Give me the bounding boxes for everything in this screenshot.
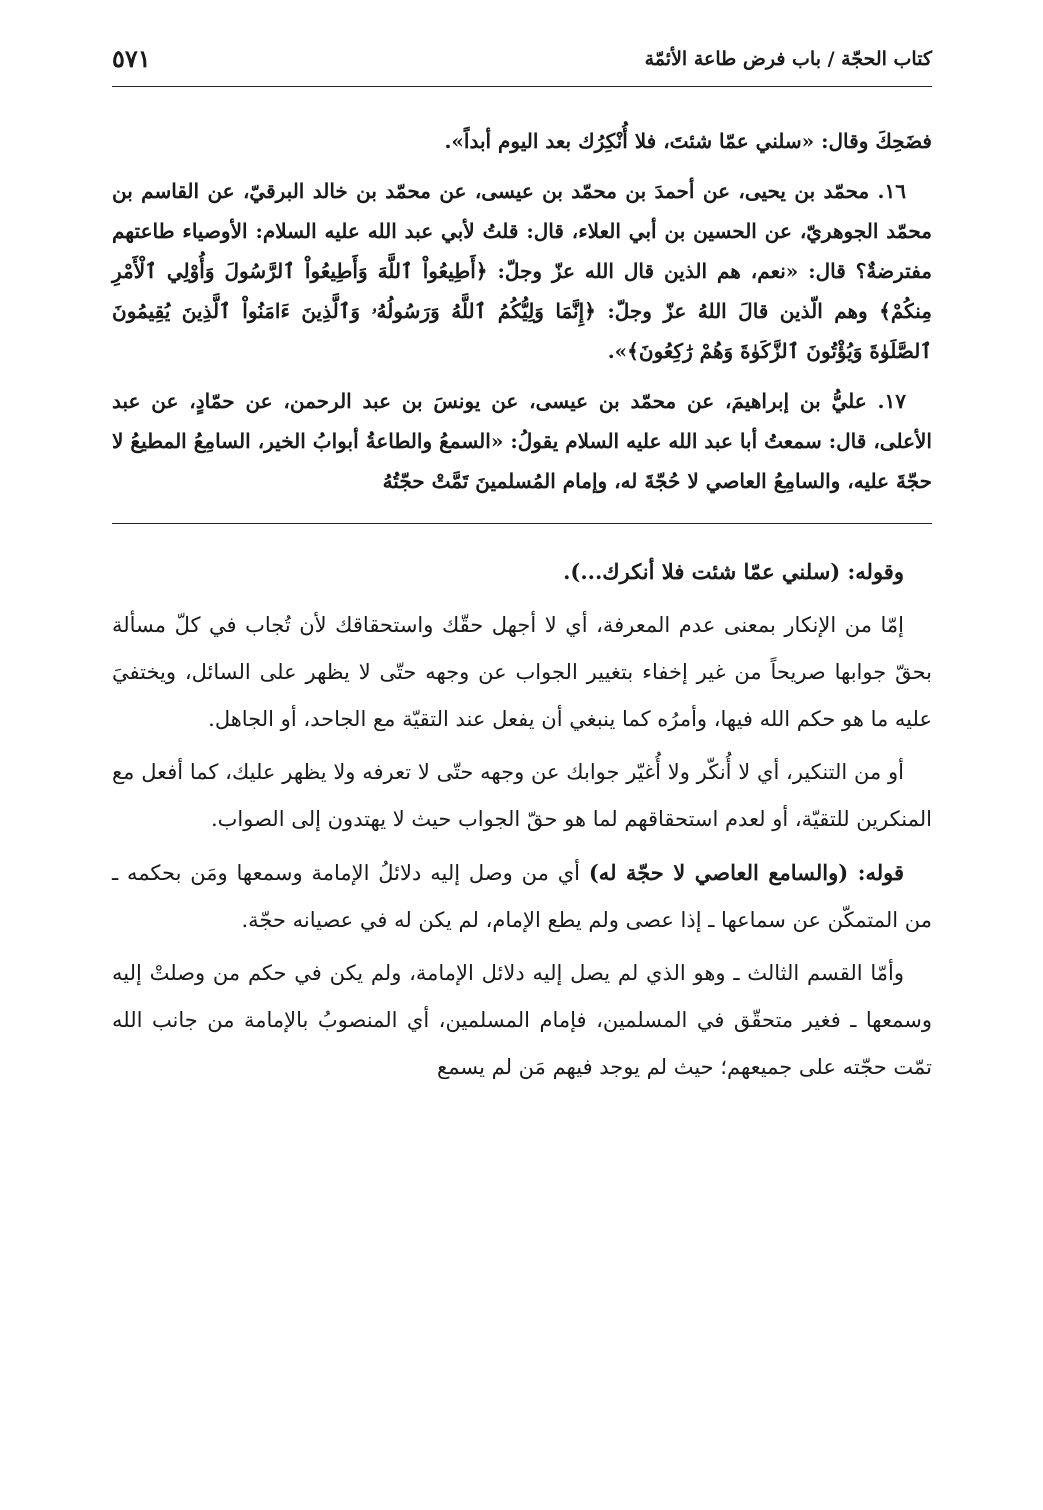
lemma-text: وقوله: (سلني عمّا شئت فلا أنكرك...). [563, 559, 904, 584]
quran-verse-2: ﴿إِنَّمَا وَلِيُّكُمُ ٱللَّهُ وَرَسُولُهُۥ وَٱلَّذِينَ ءَامَنُواْ ٱلَّذِينَ يُقِيمُونَ ٱلصَّلَوٰةَ وَيُؤْتُونَ ٱلزَّكَوٰةَ وَهُمْ رَٰكِعُونَ﴾ [112, 299, 932, 363]
commentary-section [112, 548, 932, 1091]
commentary-paragraph-3 [112, 849, 932, 944]
commentary-lemma-1 [112, 548, 932, 596]
book-page [112, 38, 932, 1478]
commentary-paragraph-2: أو من التنكير، أي لا أُنكّر ولا أُغيّر جوابك عن وجهه حتّى لا تعرفه ولا يظهر عليك، كما أفعل مع المنكرين للتقيّة، أو لعدم استحقاقهم لما هو حقّ الجواب حيث لا يهتدون إلى الصواب. [112, 760, 932, 831]
page-number: ٥٧١ [112, 44, 151, 73]
hadith-paragraph-17: ١٧. عليُّ بن إبراهيمَ، عن محمّد بن عيسى، عن يونسَ بن عبد الرحمن، عن حمّادٍ، عن عبد الأعلى، قال: سمعتُ أبا عبد الله عليه السلام يقولُ: «السمعُ والطاعةُ أبوابُ الخير، السامِعُ المطيعُ لا حجّةَ عليه، والسامِعُ العاصي لا حُجّةَ له، وإمام المُسلمينَ تَمَّتْ حجّتُهُ [112, 389, 932, 493]
running-header [112, 38, 932, 87]
hadith-16-end: ». [607, 339, 628, 363]
quran-verse-1: ﴿أَطِيعُواْ ٱللَّهَ وَأَطِيعُواْ ٱلرَّسُولَ وَأُوْلِي ٱلْأَمْرِ مِنكُمْ﴾ [112, 259, 932, 323]
commentary-paragraph-4: وأمّا القسم الثالث ـ وهو الذي لم يصل إليه دلائل الإمامة، ولم يكن في حكم من وصلتْ إليه وسمعها ـ فغير متحقّق في المسلمين، فإمام المسلمين، أي المنصوبُ بالإمامة من جانب الله تمّت حجّته على جميعهم؛ حيث لم يوجد فيهم مَن لم يسمع [112, 961, 932, 1079]
lemma-text-2: قوله: (والسامع العاصي لا حجّة له) [588, 860, 904, 885]
header-title: كتاب الحجّة / باب فرض طاعة الأئمّة [644, 48, 932, 70]
hadith-16-middle: وهم الّذين قالَ اللهُ عزّ وجلّ: [595, 299, 880, 323]
hadith-paragraph-16 [112, 171, 932, 371]
hadith-section [112, 121, 932, 501]
footnote-divider [112, 523, 932, 524]
commentary-paragraph-1: إمّا من الإنكار بمعنى عدم المعرفة، أي لا أجهل حقّك واستحقاقك لأن تُجاب في كلّ مسألة بحقّ جوابها صريحاً من غير إخفاء بتغيير الجواب عن وجهه حتّى لا يظهر على السائل، ويختفيَ عليه ما هو حكم الله فيها، وأمرُه كما ينبغي أن يفعل عند التقيّة مع الجاحد، أو الجاهل. [112, 613, 932, 731]
commentary-paragraph-3-text: أي من وصل إليه دلائلُ الإمامة وسمعها ومَن بحكمه ـ من المتمكّن عن سماعها ـ إذا عصى ولم يطع الإمام، لم يكن له في عصيانه حجّة. [112, 861, 932, 932]
hadith-paragraph-1: فضَحِكَ وقال: «سلني عمّا شئتَ، فلا أُنْكِرُك بعد اليوم أبداً». [444, 129, 932, 153]
hadith-16-chain: ١٦. محمّد بن يحيى، عن أحمدَ بن محمّد بن عيسى، عن محمّد بن خالد البرقيّ، عن القاسم بن محمّد الجوهريّ، عن الحسين بن أبي العلاء، قال: قلتُ لأبي عبد الله عليه السلام: الأوصياء طاعتهم مفترضةٌ؟ قال: «نعم، هم الذين قال الله عزّ وجلّ: [112, 179, 933, 283]
